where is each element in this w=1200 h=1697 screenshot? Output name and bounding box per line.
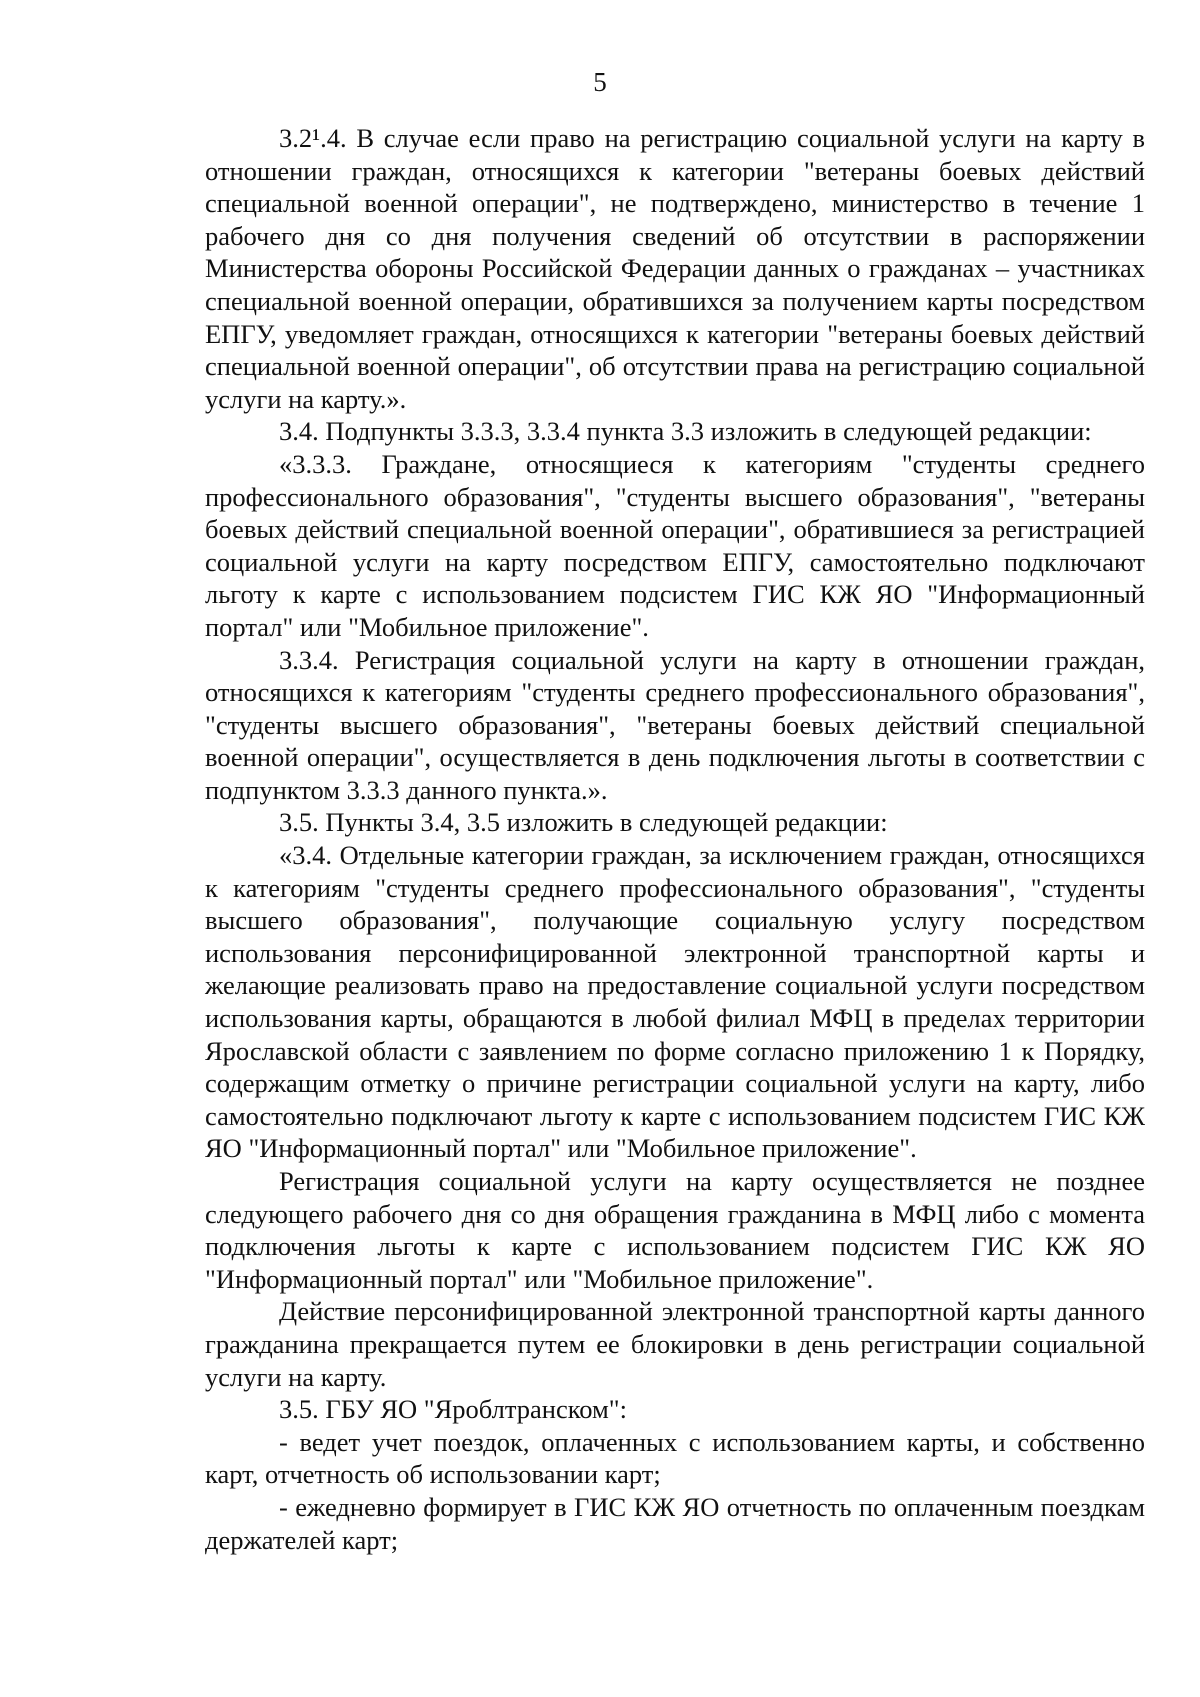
list-item-daily-reporting: - ежедневно формирует в ГИС КЖ ЯО отчетность по оплаченным поездкам держателей карт;	[205, 1491, 1145, 1555]
paragraph-3-3-3: «3.3.3. Граждане, относящиеся к категориям "студенты среднего профессионального образования", "студенты высшего образования", "ветераны боевых действий специальной военной операции", обратившиеся за регистрацией социальной услуги на карту посредством ЕПГУ, самостоятельно подключают льготу к карте с использованием подсистем ГИС КЖ ЯО "Информационный портал" или "Мобильное приложение".	[205, 448, 1145, 642]
paragraph-3-5-intro: 3.5. Пункты 3.4, 3.5 изложить в следующей редакции:	[279, 807, 888, 838]
paragraph-3-3-4: 3.3.4. Регистрация социальной услуги на карту в отношении граждан, относящихся к категориям "студенты среднего профессионального образования", "студенты высшего образования", "ветераны боевых действий специальной военной операции", осуществляется в день подключения льготы в соответствии с подпунктом 3.3.3 данного пункта.».	[205, 644, 1145, 805]
page-number: 5	[593, 67, 607, 97]
paragraph-3-4-new: «3.4. Отдельные категории граждан, за исключением граждан, относящихся к категориям "студенты среднего профессионального образования", "студенты высшего образования", получающие социальную услугу посредством использования персонифицированной электронной транспортной карты и желающие реализовать право на предоставление социальной услуги посредством использования карты, обращаются в любой филиал МФЦ в пределах территории Ярославской области с заявлением по форме согласно приложению 1 к Порядку, содержащим отметку о причине регистрации социальной услуги на карту, либо самостоятельно подключают льготу к карте с использованием подсистем ГИС КЖ ЯО "Информационный портал" или "Мобильное приложение".	[205, 840, 1145, 1164]
paragraph-3-5-new: 3.5. ГБУ ЯО "Яроблтранском":	[279, 1394, 627, 1425]
document-body	[205, 122, 1145, 1556]
list-item-trip-accounting: - ведет учет поездок, оплаченных с использованием карты, и собственно карт, отчетность об использовании карт;	[205, 1426, 1145, 1490]
paragraph-card-blocking: Действие персонифицированной электронной транспортной карты данного гражданина прекращается путем ее блокировки в день регистрации социальной услуги на карту.	[205, 1296, 1145, 1392]
paragraph-3-4-intro: 3.4. Подпункты 3.3.3, 3.3.4 пункта 3.3 изложить в следующей редакции:	[279, 416, 1092, 447]
paragraph-3-2-1-4: 3.2¹.4. В случае если право на регистрацию социальной услуги на карту в отношении граждан, относящихся к категории "ветераны боевых действий специальной военной операции", не подтверждено, министерство в течение 1 рабочего дня со дня получения сведений об отсутствии в распоряжении Министерства обороны Российской Федерации данных о гражданах – участниках специальной военной операции, обратившихся за получением карты посредством ЕПГУ, уведомляет граждан, относящихся к категории "ветераны боевых действий специальной военной операции", об отсутствии права на регистрацию социальной услуги на карту.».	[205, 123, 1145, 414]
paragraph-registration-deadline: Регистрация социальной услуги на карту осуществляется не позднее следующего рабочего дня со дня обращения гражданина в МФЦ либо с момента подключения льготы к карте с использованием подсистем ГИС КЖ ЯО "Информационный портал" или "Мобильное приложение".	[205, 1166, 1145, 1294]
